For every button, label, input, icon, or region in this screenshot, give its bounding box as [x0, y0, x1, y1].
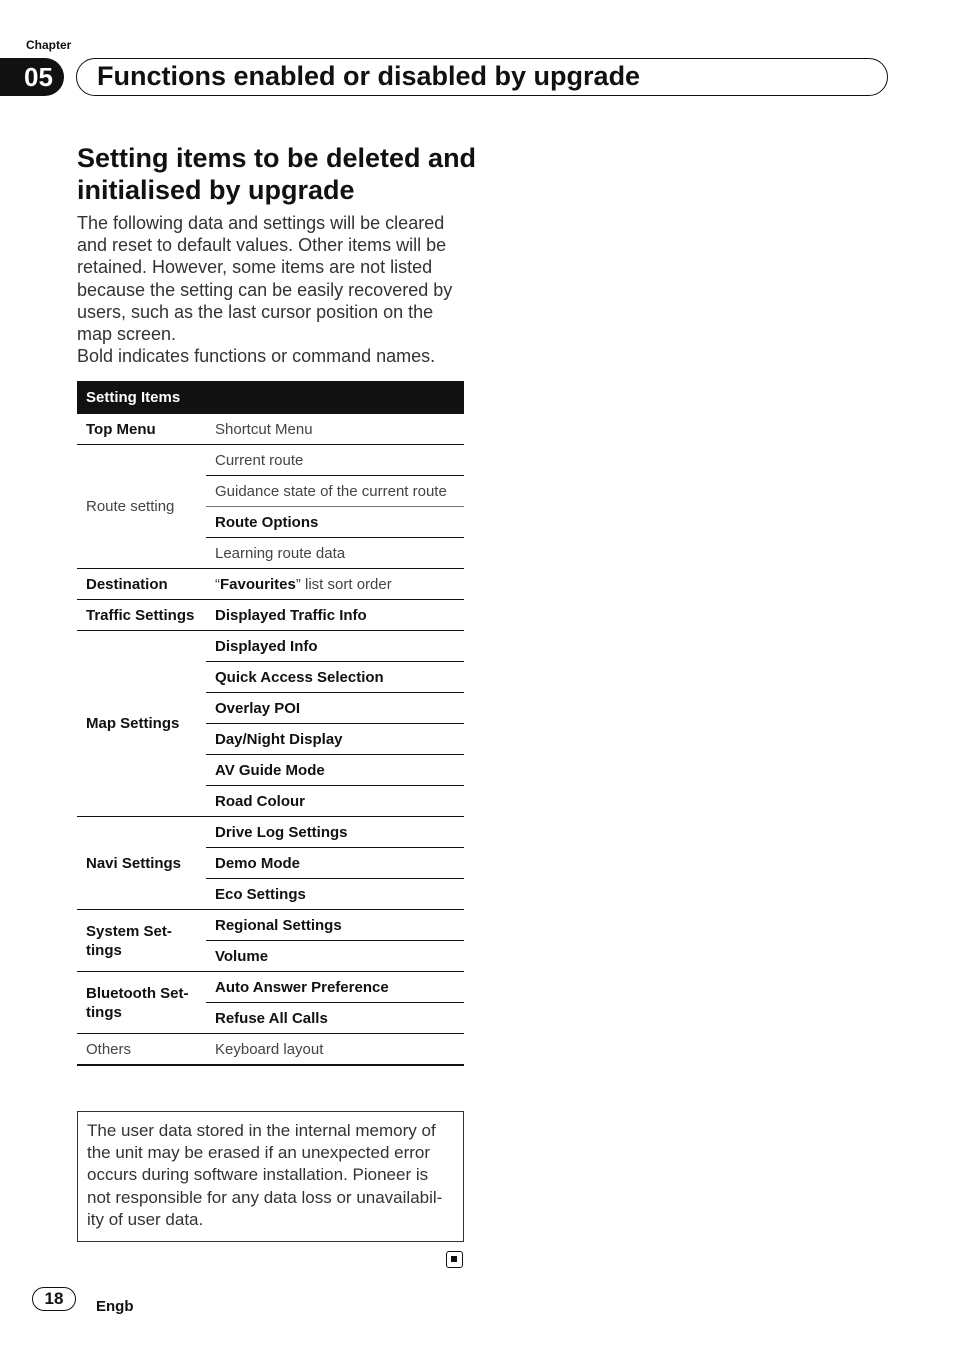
language-code: Engb — [96, 1298, 134, 1315]
item-cell: Auto Answer Preference — [206, 972, 464, 1003]
section-heading: Setting items to be deleted and initialised by upgrade — [77, 143, 477, 205]
item-cell: Current route — [206, 445, 464, 476]
item-cell: Refuse All Calls — [206, 1003, 464, 1034]
intro-paragraph: The following data and settings will be cleared and reset to default values. Other items will be retained. However, some items are not listed because the setting can be easily recovered by users, such as the last cursor position on the map screen. — [77, 213, 453, 345]
table-header-row — [77, 381, 464, 414]
favourites-label: Favourites — [220, 575, 296, 593]
table-row — [77, 445, 464, 476]
item-cell: Eco Settings — [206, 879, 464, 910]
category-cell: System Set-tings — [77, 910, 206, 972]
chapter-number: 05 — [0, 58, 64, 96]
item-cell: Keyboard layout — [206, 1034, 464, 1066]
table-row — [77, 910, 464, 941]
category-cell: Top Menu — [77, 414, 206, 445]
table-header: Setting Items — [77, 381, 464, 414]
table-row — [77, 569, 464, 600]
page-number: 18 — [32, 1287, 76, 1311]
category-cell: Destination — [77, 569, 206, 600]
list-sort-order-label: ” list sort order — [295, 575, 392, 593]
chapter-title: Functions enabled or disabled by upgrade — [97, 61, 641, 91]
item-cell: Quick Access Selection — [206, 662, 464, 693]
item-cell: Day/Night Display — [206, 724, 464, 755]
category-cell: Others — [77, 1034, 206, 1066]
item-cell: AV Guide Mode — [206, 755, 464, 786]
item-cell: Regional Settings — [206, 910, 464, 941]
end-of-section-icon — [446, 1251, 463, 1268]
table-row — [77, 817, 464, 848]
category-cell: Bluetooth Set-tings — [77, 972, 206, 1034]
item-cell: Demo Mode — [206, 848, 464, 879]
table-row — [77, 600, 464, 631]
note-box: The user data stored in the internal memory of the unit may be erased if an unexpected error occurs during software installation. Pioneer is not responsible for any data loss or unavailabil-ity of user data. — [77, 1111, 464, 1242]
category-cell: Navi Settings — [77, 817, 206, 910]
table-row — [77, 414, 464, 445]
intro-note: Bold indicates functions or command names. — [77, 346, 436, 367]
table-row — [77, 631, 464, 662]
chapter-label: Chapter — [26, 38, 72, 52]
chapter-title-box — [76, 58, 888, 96]
category-cell: Route setting — [77, 445, 206, 569]
item-cell: Learning route data — [206, 538, 464, 569]
quote-open: “ — [215, 575, 220, 593]
item-cell: Displayed Traffic Info — [206, 600, 464, 631]
item-cell: Overlay POI — [206, 693, 464, 724]
item-cell: Drive Log Settings — [206, 817, 464, 848]
item-cell: Shortcut Menu — [206, 414, 464, 445]
item-cell: Displayed Info — [206, 631, 464, 662]
item-cell: Road Colour — [206, 786, 464, 817]
setting-items-table — [77, 381, 464, 1066]
category-cell: Traffic Settings — [77, 600, 206, 631]
item-cell — [206, 569, 464, 600]
item-cell: Guidance state of the current route — [206, 476, 464, 507]
intro-text — [77, 212, 469, 367]
category-cell: Map Settings — [77, 631, 206, 817]
item-cell: Route Options — [206, 507, 464, 538]
table-row — [77, 972, 464, 1003]
item-cell: Volume — [206, 941, 464, 972]
table-row — [77, 1034, 464, 1066]
